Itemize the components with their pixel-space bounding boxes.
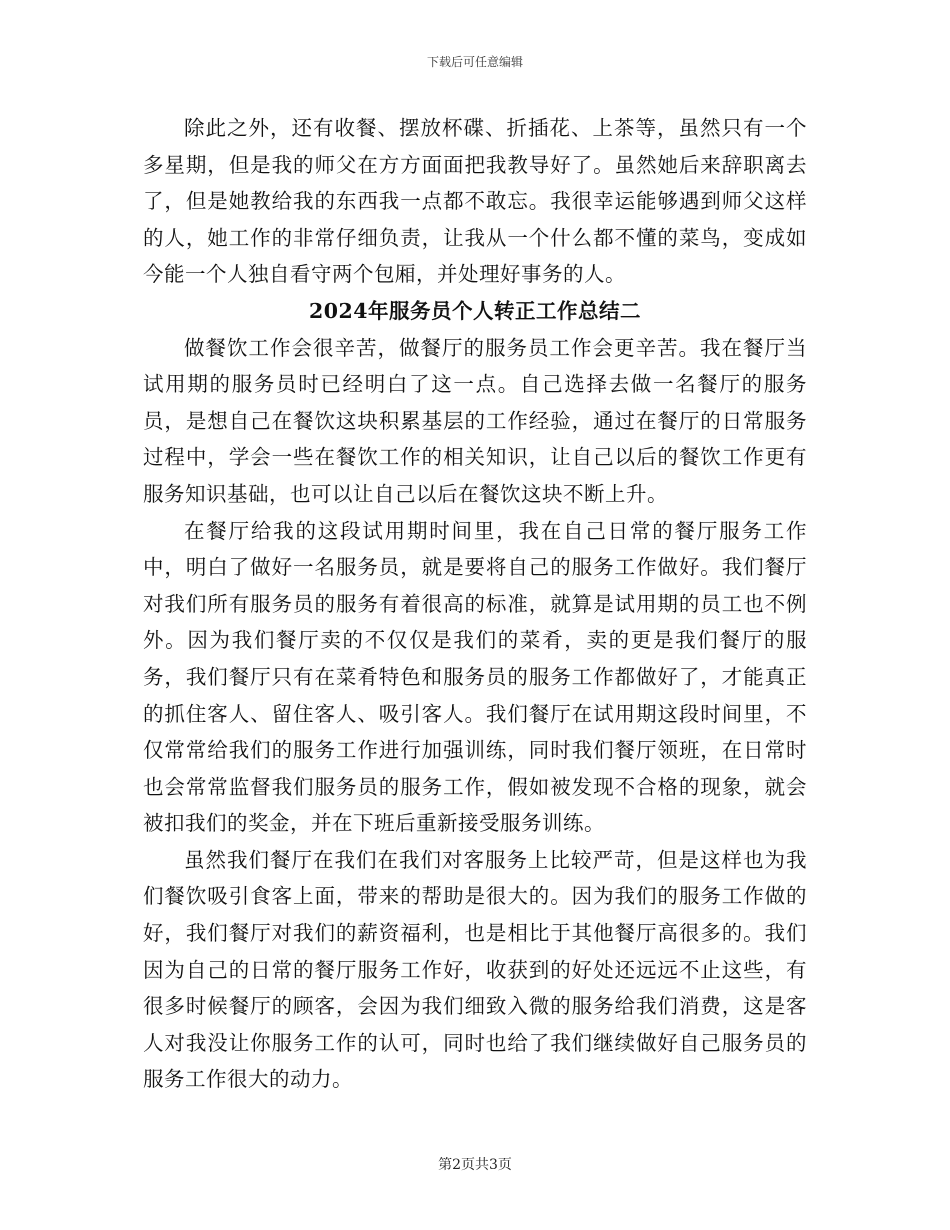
page-header-note: 下载后可任意编辑 xyxy=(426,55,523,69)
paragraph-3: 在餐厅给我的这段试用期时间里，我在自己日常的餐厅服务工作中，明白了做好一名服务员，就是要将自己的服务工作做好。我们餐厅对我们所有服务员的服务有着很高的标准，就算是试用期的员工也不例外。因为我们餐厅卖的不仅仅是我们的菜肴，卖的更是我们餐厅的服务，我们餐厅只有在菜肴特色和服务员的服务工作都做好了，才能真正的抓住客人、留住客人、吸引客人。我们餐厅在试用期这段时间里，不仅常常给我们的服务工作进行加强训练，同时我们餐厅领班，在日常时也会常常监督我们服务员的服务工作，假如被发现不合格的现象，就会被扣我们的奖金，并在下班后重新接受服务训练。 xyxy=(143,518,807,836)
paragraph-2: 做餐饮工作会很辛苦，做餐厅的服务员工作会更辛苦。我在餐厅当试用期的服务员时已经明白了这一点。自己选择去做一名餐厅的服务员，是想自己在餐饮这块积累基层的工作经验，通过在餐厅的日常服务过程中，学会一些在餐饮工作的相关知识，让自己以后的餐饮工作更有服务知识基础，也可以让自己以后在餐饮这块不断上升。 xyxy=(143,335,807,506)
paragraph-1: 除此之外，还有收餐、摆放杯碟、折插花、上茶等，虽然只有一个多星期，但是我的师父在方方面面把我教导好了。虽然她后来辞职离去了，但是她教给我的东西我一点都不敢忘。我很幸运能够遇到师父这样的人，她工作的非常仔细负责，让我从一个什么都不懂的菜鸟，变成如今能一个人独自看守两个包厢，并处理好事务的人。 xyxy=(143,116,807,287)
page-number: 第2页共3页 xyxy=(438,1157,512,1173)
paragraph-4: 虽然我们餐厅在我们在我们对客服务上比较严苛，但是这样也为我们餐饮吸引食客上面，带来的帮助是很大的。因为我们的服务工作做的好，我们餐厅对我们的薪资福利，也是相比于其他餐厅高很多的。我们因为自己的日常的餐厅服务工作好，收获到的好处还远远不止这些，有很多时候餐厅的顾客，会因为我们细致入微的服务给我们消费，这是客人对我没让你服务工作的认可，同时也给了我们继续做好自己服务员的服务工作很大的动力。 xyxy=(143,847,807,1092)
section-title: 2024年服务员个人转正工作总结二 xyxy=(308,298,642,323)
document-body xyxy=(143,110,807,1098)
